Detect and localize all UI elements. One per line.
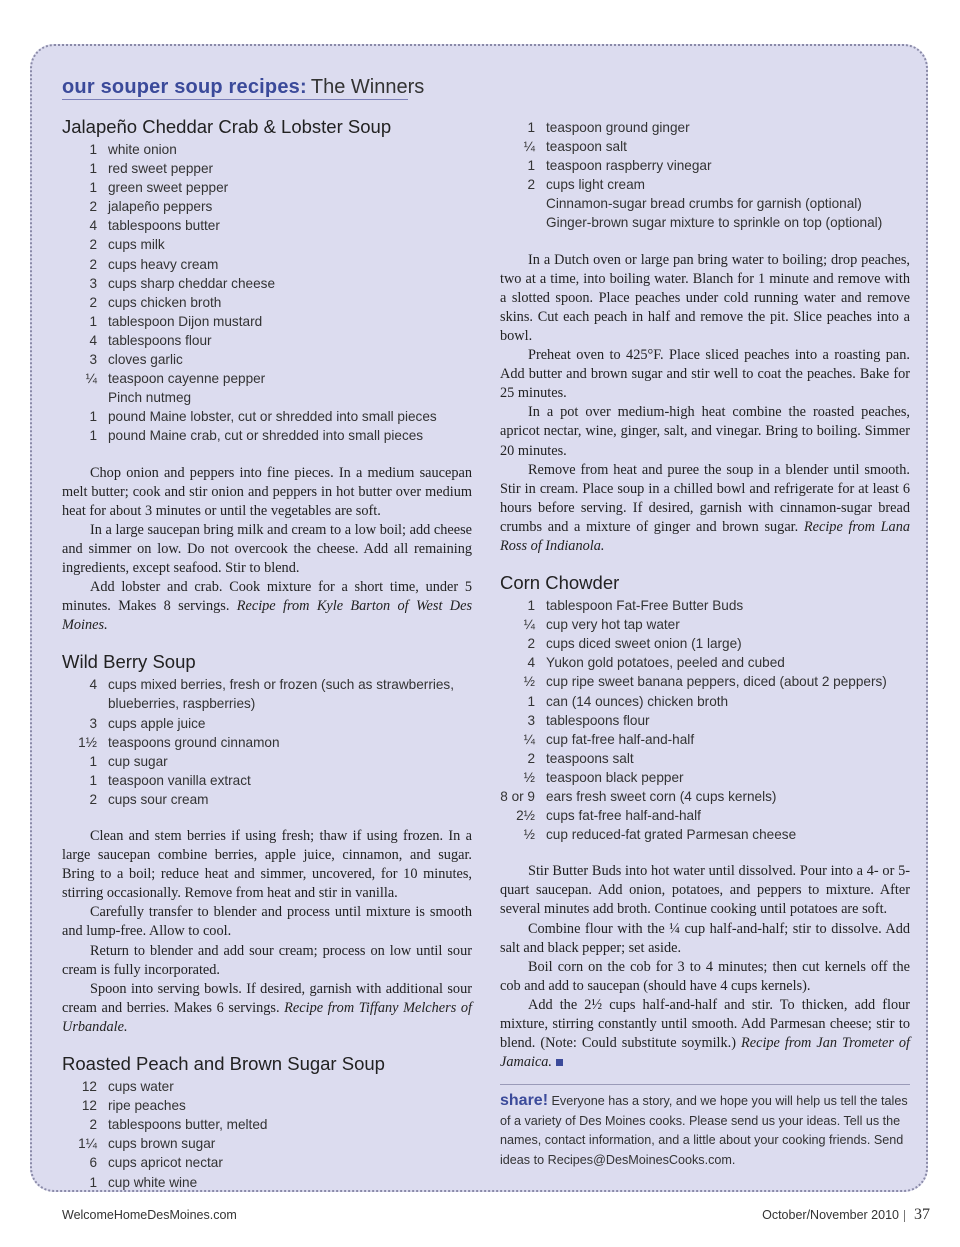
footer-divider [904,1210,905,1222]
ingredient-text: pound Maine lobster, cut or shredded into small pieces [108,409,437,425]
ingredient-row [62,1134,472,1153]
ingredient-quantity: 2 [89,294,97,310]
ingredient-text: Yukon gold potatoes, peeled and cubed [546,655,785,671]
ingredient-quantity: 1½ [78,734,97,750]
ingredient-row [62,369,472,388]
recipe-step: Add lobster and crab. Cook mixture for a short time, under 5 minutes. Makes 8 servings. Recipe from Kyle Barton of West Des Moines. [62,579,473,634]
ingredient-quantity: 1¼ [78,1136,97,1152]
section-prefix: our souper soup recipes: [62,76,307,98]
footer-site: WelcomeHomeDesMoines.com [62,1208,237,1222]
ingredient-row [500,213,910,232]
ingredient-text: cups fat-free half-and-half [546,808,701,824]
ingredient-quantity: 2½ [516,808,535,824]
ingredient-quantity: ¼ [85,371,97,387]
recipe-step: Stir Butter Buds into hot water until dissolved. Pour into a 4- or 5-quart saucepan. Add onion, potatoes, and peppers to mixture. After several minutes add broth. Continue cooking until potatoes are soft. [500,863,910,918]
ingredient-quantity: 4 [527,655,535,671]
ingredient-row [62,388,472,407]
ingredient-quantity: 1 [89,180,97,196]
ingredient-text: teaspoon ground ginger [546,120,690,135]
ingredient-text: red sweet pepper [108,161,214,177]
ingredient-row [62,1115,472,1134]
ingredient-text: tablespoons flour [546,712,650,728]
ingredient-text: cloves garlic [108,352,183,368]
ingredient-text: cups water [108,1079,174,1095]
end-square-icon [556,1059,563,1066]
ingredient-text: teaspoons ground cinnamon [108,734,280,750]
ingredient-quantity: 12 [81,1098,97,1114]
ingredient-row [500,825,910,844]
ingredient-text: Ginger-brown sugar mixture to sprinkle on top (optional) [546,215,883,231]
ingredient-row [62,426,472,445]
ingredient-text: green sweet pepper [108,180,229,196]
ingredient-quantity: 1 [89,772,97,788]
ingredient-row [62,331,472,350]
ingredient-text: cups sour cream [108,791,209,807]
ingredient-row [62,293,472,312]
ingredient-text: cup reduced-fat grated Parmesan cheese [546,827,797,843]
ingredient-text: cups sharp cheddar cheese [108,275,276,291]
ingredient-row [62,771,472,790]
ingredient-row [500,615,910,634]
ingredient-text: cups diced sweet onion (1 large) [546,636,742,652]
ingredient-row [500,118,910,137]
ingredient-row [62,1173,472,1192]
ingredient-text: tablespoons butter [108,218,220,234]
ingredient-row [62,255,472,274]
ingredient-row [62,274,472,293]
ingredient-row [62,312,472,331]
ingredient-row [500,653,910,672]
ingredient-quantity: 4 [89,677,97,693]
ingredient-text: tablespoon Fat-Free Butter Buds [546,598,744,614]
left-column [62,116,472,1192]
ingredient-quantity: 4 [89,332,97,348]
ingredient-quantity: ½ [523,674,535,690]
ingredient-text: cup ripe sweet banana peppers, diced (about 2 peppers) [546,674,887,690]
ingredient-row [62,1077,472,1096]
ingredient-row [500,806,910,825]
issue-date: October/November 2010 [762,1208,899,1222]
ingredient-text: ears fresh sweet corn (4 cups kernels) [546,789,777,804]
ingredient-row [500,692,910,711]
ingredient-text: teaspoon salt [546,139,627,155]
ingredient-text: Cinnamon-sugar bread crumbs for garnish (optional) [546,196,862,212]
ingredient-quantity: 3 [89,715,97,731]
recipe-step: Preheat oven to 425°F. Place sliced peaches into a roasting pan. Add butter and brown sugar and stir well to coat the peaches. Bake for 25 minutes. [500,347,910,402]
ingredient-text: teaspoon black pepper [546,769,684,785]
recipe-corn-chowder [500,572,910,1072]
ingredient-row [500,768,910,787]
ingredient-row [500,787,910,806]
ingredient-text: cup white wine [108,1174,198,1190]
ingredient-quantity: 6 [89,1155,97,1171]
ingredient-row [62,790,472,809]
ingredient-quantity: 2 [527,636,535,652]
recipe-step: In a Dutch oven or large pan bring water to boiling; drop peaches, two at a time, into boiling water. Blanch for 1 minute and remove with a slotted spoon. Place peaches under cold running water and remove skins. Cut each peach in half and remove the pit. Slice peaches into a bowl. [500,251,910,344]
recipe-step: In a pot over medium-high heat combine the roasted peaches, apricot nectar, wine, ginger, salt, and vinegar. Bring to boiling. Simmer 20 minutes. [500,404,910,459]
ingredient-text: tablespoons flour [108,332,212,348]
recipe-title: Corn Chowder [500,572,620,594]
ingredient-quantity: 3 [89,352,97,368]
ingredient-text: cups light cream [546,177,645,193]
ingredient-quantity: ¼ [523,731,535,747]
recipe-step: Carefully transfer to blender and process until mixture is smooth and lump-free. Allow to cool. [62,904,472,940]
ingredient-text: cups mixed berries, fresh or frozen (such as strawberries, blueberries, raspberries) [108,677,455,712]
ingredient-row [62,197,472,216]
recipe-roasted-peach [62,1053,472,1192]
page-number: 37 [914,1206,930,1223]
ingredient-quantity: 1 [89,753,97,769]
recipe-step: Return to blender and add sour cream; process on low until sour cream is fully incorporated. [62,942,472,978]
recipe-title: Wild Berry Soup [62,651,196,673]
ingredient-text: teaspoon cayenne pepper [108,371,266,387]
ingredient-row [500,596,910,615]
ingredient-quantity: 1 [89,1174,97,1190]
recipe-title: Roasted Peach and Brown Sugar Soup [62,1053,385,1075]
share-label: share! [500,1092,549,1109]
ingredient-row [62,1153,472,1172]
ingredient-row [62,752,472,771]
recipe-step: Remove from heat and puree the soup in a blender until smooth. Stir in cream. Place soup in a chilled bowl and refrigerate for at least 6 hours before serving. If desired, garnish with cinnamon-sugar bread crumbs and a mixture of ginger and brown sugar. Recipe from Lana Ross of Indianola. [500,461,911,554]
ingredient-quantity: 8 or 9 [500,789,535,804]
ingredient-list [62,675,472,809]
share-text: Everyone has a story, and we hope you will help us tell the tales of a variety of Des Moines cooks. Please send us your ideas. Tell us the names, contact information, and a little about your cooking friends. Send ideas to Recipes@DesMoinesCooks.com. [500,1094,908,1167]
ingredient-text: cup fat-free half-and-half [546,731,695,747]
recipe-step: Combine flour with the ¼ cup half-and-half; stir to dissolve. Add salt and black pepper; set aside. [500,920,910,956]
ingredient-quantity: 1 [89,142,97,157]
ingredient-quantity: 1 [527,120,535,135]
ingredient-quantity: 2 [89,199,97,215]
ingredient-quantity [500,194,546,213]
recipe-credit: Recipe from Kyle Barton of West Des Moines. [62,598,473,634]
ingredient-text: cups milk [108,237,165,253]
ingredient-list [62,140,472,446]
ingredient-text: cups brown sugar [108,1136,216,1152]
recipe-credit: Recipe from Lana Ross of Indianola. [500,518,911,554]
ingredient-text: can (14 ounces) chicken broth [546,693,729,709]
recipe-step: In a large saucepan bring milk and cream to a low boil; add cheese and simmer on low. Do not overcook the cheese. Add all remaining ingredients, except seafood. Stir to blend. [62,521,472,576]
ingredient-quantity: ½ [523,827,535,843]
recipe-roasted-peach-continued [500,118,910,556]
ingredient-row [62,733,472,752]
ingredient-text: cup very hot tap water [546,617,680,633]
ingredient-row [500,672,910,691]
ingredient-row [500,730,910,749]
ingredient-row [62,159,472,178]
ingredient-text: white onion [108,142,177,157]
recipe-credit: Recipe from Jan Trometer of Jamaica. [500,1035,911,1071]
recipe-step: Chop onion and peppers into fine pieces. In a medium saucepan melt butter; cook and stir onion and peppers in hot butter over medium heat for about 3 minutes or until the vegetables are soft. [62,464,472,519]
ingredient-row [500,175,910,194]
section-title: The Winners [310,76,425,98]
footer-issue [762,1206,930,1224]
recipe-step: Spoon into serving bowls. If desired, garnish with additional sour cream and berries. Makes 6 servings. Recipe from Tiffany Melchers of Urbandale. [62,980,472,1035]
ingredient-list [62,1077,472,1192]
right-column [500,118,910,1072]
ingredient-row [500,156,910,175]
ingredient-text: cup sugar [108,753,168,769]
ingredient-row [500,749,910,768]
ingredient-quantity [500,213,546,232]
ingredient-quantity: 1 [527,158,535,174]
ingredient-quantity: 2 [527,750,535,766]
ingredient-row [500,137,910,156]
ingredient-row [62,216,472,235]
ingredient-row [500,711,910,730]
ingredient-quantity: 12 [81,1079,97,1095]
ingredient-row [62,714,472,733]
ingredient-text: pound Maine crab, cut or shredded into small pieces [108,428,424,444]
ingredient-text: tablespoon Dijon mustard [108,313,263,329]
ingredient-row [62,178,472,197]
ingredient-row [62,407,472,426]
ingredient-quantity: 2 [89,1117,97,1133]
ingredient-quantity: 4 [89,218,97,234]
ingredient-quantity: 2 [89,237,97,253]
ingredient-quantity: 2 [527,177,535,193]
recipe-title: Jalapeño Cheddar Crab & Lobster Soup [62,116,392,137]
recipe-credit: Recipe from Tiffany Melchers of Urbandale. [62,999,472,1035]
recipe-step: Add the 2½ cups half-and-half and stir. To thicken, add flour mixture, stirring constantly until smooth. Add Parmesan cheese; stir to blend. (Note: Could substitute soymilk.) Recipe from Jan Trometer of Jamaica. [500,996,911,1071]
ingredient-row [62,235,472,254]
ingredient-text: cups heavy cream [108,256,219,272]
ingredient-quantity: 1 [527,693,535,709]
ingredient-quantity: ½ [523,769,535,785]
ingredient-row [62,350,472,369]
ingredient-text: Pinch nutmeg [108,390,192,406]
ingredient-quantity: 1 [527,598,535,614]
ingredient-list [500,596,910,844]
ingredient-quantity: ¼ [523,139,535,155]
ingredient-row [62,1096,472,1115]
ingredient-quantity [62,388,108,407]
ingredient-quantity: 1 [89,313,97,329]
ingredient-quantity: 2 [89,256,97,272]
ingredient-quantity: 3 [89,275,97,291]
recipe-step: Boil corn on the cob for 3 to 4 minutes; then cut kernels off the cob and add to saucepan (should have 4 cups kernels). [500,958,910,994]
ingredient-text: cups apricot nectar [108,1155,223,1171]
ingredient-text: cups apple juice [108,715,206,731]
ingredient-text: teaspoon vanilla extract [108,772,251,788]
recipe-step: Clean and stem berries if using fresh; thaw if using frozen. In a large saucepan combine berries, apple juice, cinnamon, and sugar. Bring to a boil; reduce heat and simmer, uncovered, for 10 minutes, stirring occasionally. Remove from heat and stir in vanilla. [62,828,472,902]
ingredient-row [62,140,472,159]
recipe-wild-berry [62,651,472,1037]
ingredient-row [500,634,910,653]
ingredient-text: jalapeño peppers [108,199,213,215]
ingredient-quantity: 1 [89,161,97,177]
ingredient-text: tablespoons butter, melted [108,1117,268,1133]
share-box [500,1084,910,1170]
ingredient-quantity: 1 [89,409,97,425]
ingredient-row [500,194,910,213]
ingredient-quantity: 1 [89,428,97,444]
ingredient-quantity: 2 [89,791,97,807]
ingredient-quantity: 3 [527,712,535,728]
ingredient-text: ripe peaches [108,1098,186,1114]
section-heading [62,76,425,100]
ingredient-text: teaspoon raspberry vinegar [546,158,712,174]
ingredient-quantity: ¼ [523,617,535,633]
ingredient-text: teaspoons salt [546,750,634,766]
recipe-jalapeno-crab-lobster [62,116,472,635]
ingredient-row [62,675,472,713]
ingredient-text: cups chicken broth [108,294,222,310]
ingredient-list [500,118,910,233]
